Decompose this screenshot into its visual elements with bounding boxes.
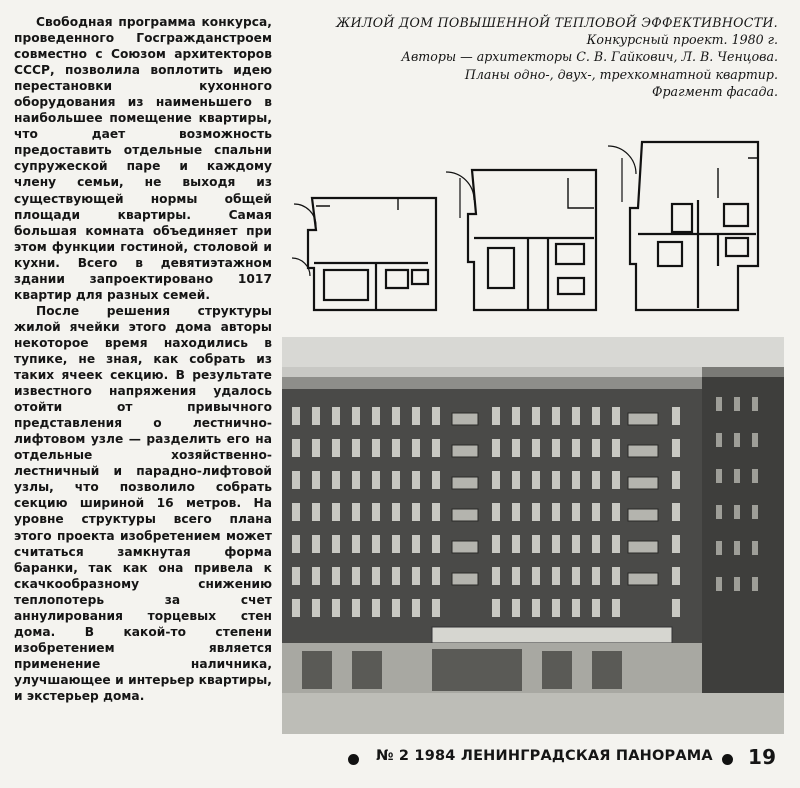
floor-plans-drawing (278, 138, 778, 316)
plan-one-room (292, 198, 436, 310)
page-number: 19 (748, 745, 777, 769)
caption-line-3: Планы одно-, двух-, трехкомнатной квартир. (464, 66, 778, 82)
article-paragraph-2: После решения структуры жилой ячейки этого дома авторы некоторое время находились в тупике, не зная, как собрать из таких ячеек секцию. В результате известного напряжения удалось отойти от привычного представления о лестнично-лифтовом узле — разделить его на отдельные хозяйственно-лестничный и парадно-лифтовой узлы, что позволило собрать секцию шириной 16 метров. На уровне структуры всего плана этого проекта изобретением может считаться замкнутая форма баранки, так как она привела к скачкообразному снижению теплопотерь за счет аннулирования торцевых стен дома. В какой-то степени изобретением является применение наличника, улучшающее и интерьер квартиры, и экстерьер дома. (14, 303, 272, 703)
bullet-icon (348, 754, 359, 765)
caption-line-1: Конкурсный проект. 1980 г. (586, 32, 778, 48)
caption-title: ЖИЛОЙ ДОМ ПОВЫШЕННОЙ ТЕПЛОВОЙ ЭФФЕКТИВНОСТИ. (336, 15, 778, 30)
plan-two-room (446, 170, 596, 310)
figure-caption (268, 14, 778, 100)
article-column (14, 14, 272, 704)
bullet-icon (722, 754, 733, 765)
facade-drawing (282, 337, 784, 734)
journal-issue: № 2 1984 ЛЕНИНГРАДСКАЯ ПАНОРАМА (376, 748, 713, 764)
article-paragraph-1: Свободная программа конкурса, проведенного Госгражданстроем совместно с Союзом архитекторов СССР, позволила воплотить идею перестановки кухонного оборудования из наименьшего в наибольшее помещение квартиры, что дает возможность предоставить отдельные спальни супружеской паре и каждому члену семьи, не выходя из существующей нормы общей площади квартиры. Самая большая комната объединяет при этом функции гостиной, столовой и кухни. Всего в девятиэтажном здании запроектировано 1017 квартир для разных семей. (14, 15, 272, 302)
caption-line-2: Авторы — архитекторы С. В. Гайкович, Л. В. Ченцова. (401, 49, 778, 65)
plan-three-room (608, 142, 758, 310)
page-footer (348, 746, 788, 772)
caption-line-4: Фрагмент фасада. (652, 83, 778, 99)
